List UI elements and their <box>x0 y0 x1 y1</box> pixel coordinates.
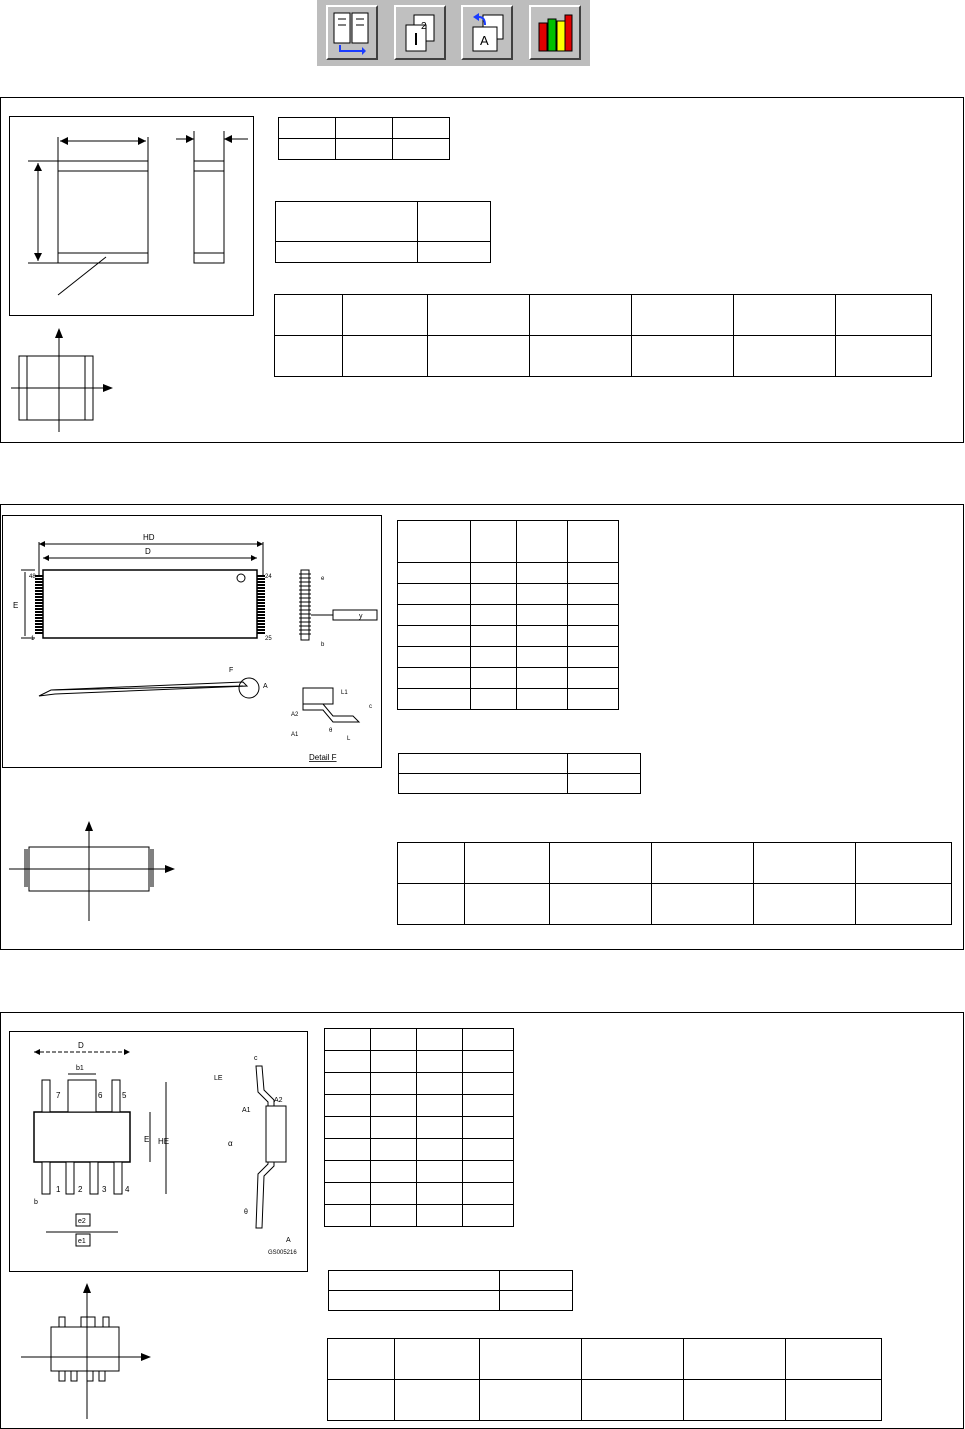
label-pin6: 6 <box>98 1091 103 1100</box>
dimension-table-3 <box>324 1028 514 1227</box>
label-theta: θ <box>329 728 333 734</box>
label-alpha: α <box>228 1139 233 1148</box>
label-a: A <box>286 1237 291 1244</box>
label-e-pitch: e <box>321 576 325 582</box>
label-le: LE <box>214 1075 223 1082</box>
label-b: b <box>34 1199 38 1206</box>
package-panel-1 <box>0 97 964 443</box>
info-table-3c <box>327 1338 882 1421</box>
label-e: E <box>13 601 19 610</box>
label-a2: A2 <box>274 1097 283 1104</box>
label-hd: HD <box>143 533 155 542</box>
convert-button[interactable] <box>461 5 513 60</box>
label-pin7: 7 <box>56 1091 61 1100</box>
info-table-1c <box>274 294 932 377</box>
label-theta: θ <box>244 1209 248 1216</box>
label-e: E <box>144 1135 150 1144</box>
outline-drawing-1 <box>9 116 254 316</box>
package-panel-3 <box>0 1012 964 1429</box>
library-button[interactable] <box>529 5 581 60</box>
label-drawing-code: GS005216 <box>268 1250 297 1256</box>
axis-diagram-3 <box>15 1281 155 1421</box>
label-pin5: 5 <box>122 1091 127 1100</box>
info-table-2b <box>398 753 641 794</box>
info-table-1a <box>278 117 450 160</box>
chip-outline-drawing <box>10 117 255 317</box>
pages-icon <box>400 11 440 55</box>
label-f: F <box>229 667 234 674</box>
dimension-table-2 <box>397 520 619 710</box>
label-pin2: 2 <box>78 1185 83 1194</box>
label-pin4: 4 <box>125 1185 130 1194</box>
package-panel-2 <box>0 504 964 950</box>
label-a2: A2 <box>291 712 299 718</box>
label-he: HE <box>158 1137 170 1146</box>
convert-icon <box>467 11 507 55</box>
axis-diagram-1 <box>9 326 119 436</box>
tsop-outline-drawing <box>3 516 383 769</box>
label-pin24: 24 <box>265 574 272 580</box>
label-l1: L1 <box>341 690 348 696</box>
label-pin3: 3 <box>102 1185 107 1194</box>
label-e1: e1 <box>78 1238 86 1245</box>
label-a1: A1 <box>242 1107 251 1114</box>
label-d: D <box>145 547 151 556</box>
info-table-1b <box>275 201 491 263</box>
toolbar <box>317 0 590 66</box>
label-b1: b1 <box>76 1065 84 1072</box>
index-button[interactable] <box>326 5 378 60</box>
label-pin48: 48 <box>29 574 36 580</box>
library-icon <box>535 11 575 55</box>
label-c: c <box>254 1055 258 1062</box>
label-y: y <box>359 613 363 620</box>
outline-drawing-2 <box>2 515 382 768</box>
index-icon <box>332 11 372 55</box>
label-pin1: 1 <box>31 636 35 642</box>
label-a1: A1 <box>291 732 299 738</box>
axis-diagram-2 <box>5 819 180 925</box>
svg-text:2: 2 <box>421 21 427 32</box>
label-b: b <box>321 642 325 648</box>
label-d: D <box>78 1041 84 1050</box>
label-detail-f: Detail F <box>309 753 337 762</box>
pages-button[interactable] <box>394 5 446 60</box>
sot-outline-drawing <box>10 1032 309 1273</box>
label-l: L <box>347 736 351 742</box>
info-table-2c <box>397 842 952 925</box>
label-e2: e2 <box>78 1218 86 1225</box>
label-a: A <box>263 683 268 690</box>
label-c: c <box>369 704 372 710</box>
label-pin1: 1 <box>56 1185 61 1194</box>
info-table-3b <box>328 1270 573 1311</box>
svg-text:A: A <box>480 33 489 48</box>
label-pin25: 25 <box>265 636 272 642</box>
outline-drawing-3 <box>9 1031 308 1272</box>
